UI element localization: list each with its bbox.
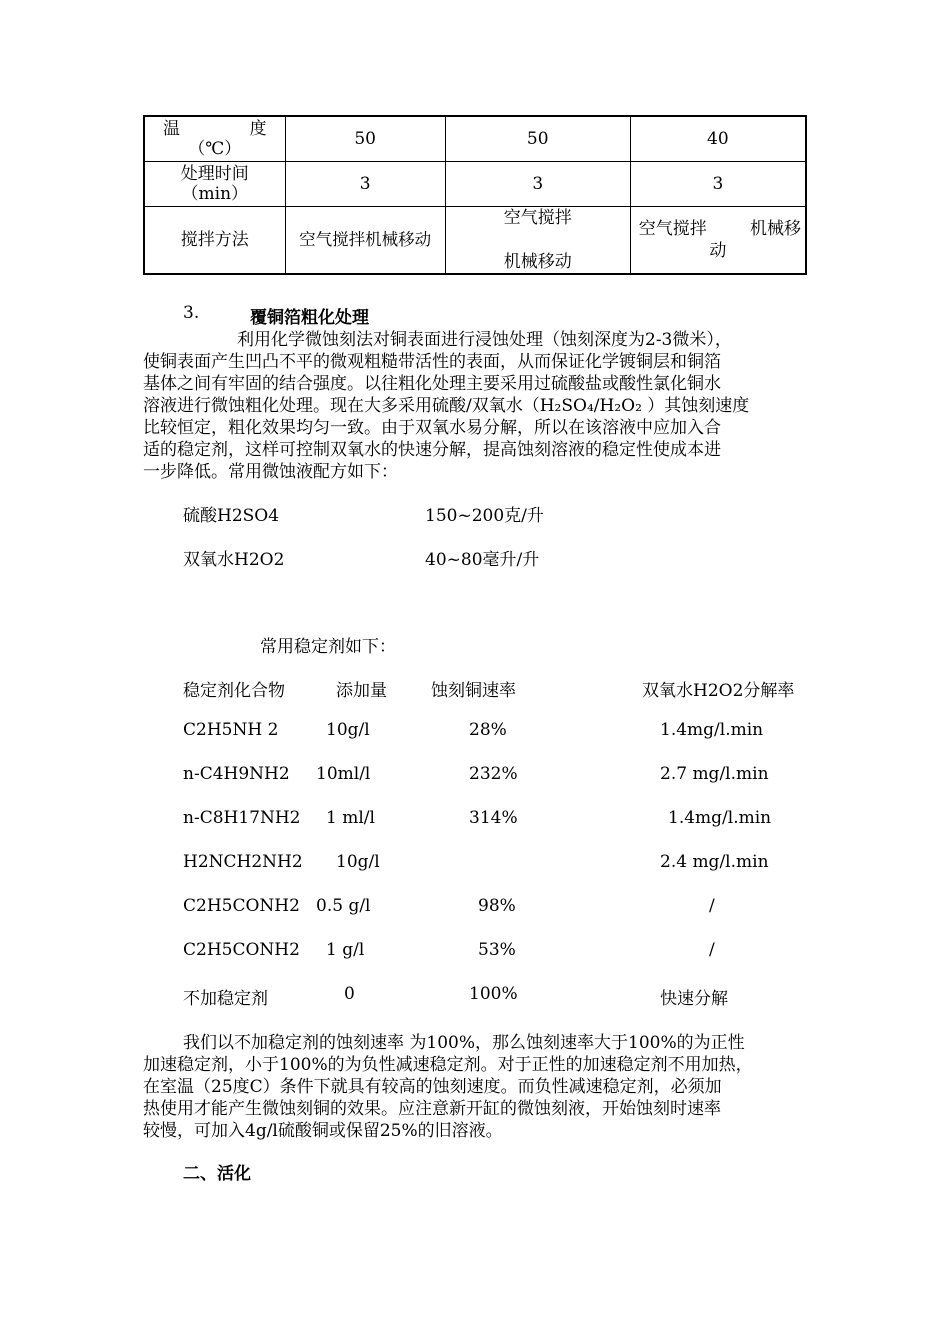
- paragraph-line: 溶液进行微蚀粗化处理。现在大多采用硫酸/双氧水（H₂SO₄/H₂O₂ ）其蚀刻速度: [143, 396, 750, 416]
- table-cell: 3: [285, 162, 445, 207]
- column-header: 添加量: [336, 681, 387, 701]
- table-cell: C2H5CONH2: [183, 896, 300, 916]
- table-cell: 40: [630, 116, 806, 162]
- paragraph-line: 一步降低。常用微蚀液配方如下：: [143, 462, 398, 482]
- table-cell: 0.5 g/l: [316, 896, 371, 916]
- table-row: [144, 116, 806, 162]
- paragraph-line: 适的稳定剂，这样可控制双氧水的快速分解，提高蚀刻溶液的稳定性使成本进: [143, 440, 721, 460]
- table-cell: n-C8H17NH2: [183, 808, 301, 828]
- column-header: 双氧水H2O2分解率: [642, 681, 795, 701]
- formula-name: 双氧水H2O2: [183, 550, 285, 570]
- table-cell: 0: [344, 984, 355, 1004]
- column-header: 稳定剂化合物: [183, 681, 285, 701]
- formula-amount: 40~80毫升/升: [425, 550, 540, 570]
- table-cell: 28%: [469, 720, 507, 740]
- table-cell: 空气搅拌机械移动: [285, 207, 445, 275]
- table-cell: 232%: [469, 764, 518, 784]
- table-cell: C2H5CONH2: [183, 940, 300, 960]
- table-cell: 98%: [478, 896, 516, 916]
- table-cell: /: [709, 940, 715, 960]
- process-parameters-table: [143, 115, 807, 275]
- paragraph-line: 热使用才能产生微蚀刻铜的效果。应注意新开缸的微蚀刻液，开始蚀刻时速率: [143, 1099, 721, 1119]
- column-header: 蚀刻铜速率: [431, 681, 516, 701]
- row-label-stirring: 搅拌方法: [144, 207, 285, 275]
- table-cell: H2NCH2NH2: [183, 852, 303, 872]
- formula-amount: 150~200克/升: [425, 506, 544, 526]
- table-cell: C2H5NH 2: [183, 720, 279, 740]
- row-label-time: 处理时间 （min）: [144, 162, 285, 207]
- table-cell: 2.4 mg/l.min: [660, 852, 769, 872]
- section-title: 覆铜箔粗化处理: [250, 308, 369, 328]
- paragraph-line: 比较恒定，粗化效果均匀一致。由于双氧水易分解，所以在该溶液中应加入合: [143, 418, 721, 438]
- table-cell: 快速分解: [660, 989, 728, 1009]
- paragraph-line: 使铜表面产生凹凸不平的微观粗糙带活性的表面，从而保证化学镀铜层和铜箔: [143, 352, 721, 372]
- table-cell: 10g/l: [326, 720, 370, 740]
- table-row: [144, 207, 806, 275]
- table-cell: n-C4H9NH2: [183, 764, 290, 784]
- table-cell: 1.4mg/l.min: [668, 808, 772, 828]
- row-label-temperature: 温 度 （℃）: [144, 116, 285, 162]
- table-cell: 1 ml/l: [326, 808, 375, 828]
- table-cell: 10ml/l: [316, 764, 371, 784]
- table-cell: 314%: [469, 808, 518, 828]
- paragraph-line: 基体之间有牢固的结合强度。以往粗化处理主要采用过硫酸盐或酸性氯化铜水: [143, 374, 721, 394]
- table-cell: 3: [445, 162, 630, 207]
- section-number: 3.: [183, 303, 200, 323]
- table-cell: 不加稳定剂: [183, 989, 268, 1009]
- table-cell: 53%: [478, 940, 516, 960]
- table-cell: 10g/l: [336, 852, 380, 872]
- paragraph-line: 较慢，可加入4g/l硫酸铜或保留25%的旧溶液。: [143, 1121, 503, 1141]
- paragraph-line: 在室温（25度C）条件下就具有较高的蚀刻速度。而负性减速稳定剂，必须加: [143, 1077, 722, 1097]
- table-cell: 50: [445, 116, 630, 162]
- table-cell: 1.4mg/l.min: [660, 720, 764, 740]
- table-cell: /: [709, 896, 715, 916]
- table-cell: 2.7 mg/l.min: [660, 764, 769, 784]
- table-cell: 100%: [469, 984, 518, 1004]
- table-cell: 空气搅拌 机械移 动: [630, 207, 806, 275]
- table-cell: 50: [285, 116, 445, 162]
- paragraph-line: 我们以不加稳定剂的蚀刻速率 为100%，那么蚀刻速率大于100%的为正性: [183, 1033, 745, 1053]
- table-cell: 空气搅拌 机械移动: [445, 207, 630, 275]
- table-row: [144, 162, 806, 207]
- paragraph-line: 利用化学微蚀刻法对铜表面进行浸蚀处理（蚀刻深度为2-3微米），: [237, 330, 732, 350]
- paragraph-line: 加速稳定剂，小于100%的为负性减速稳定剂。对于正性的加速稳定剂不用加热，: [143, 1055, 753, 1075]
- formula-name: 硫酸H2SO4: [183, 506, 280, 526]
- table-cell: 3: [630, 162, 806, 207]
- section-heading: 二、活化: [183, 1164, 251, 1184]
- table-cell: 1 g/l: [326, 940, 365, 960]
- stabilizer-intro: 常用稳定剂如下：: [260, 637, 396, 657]
